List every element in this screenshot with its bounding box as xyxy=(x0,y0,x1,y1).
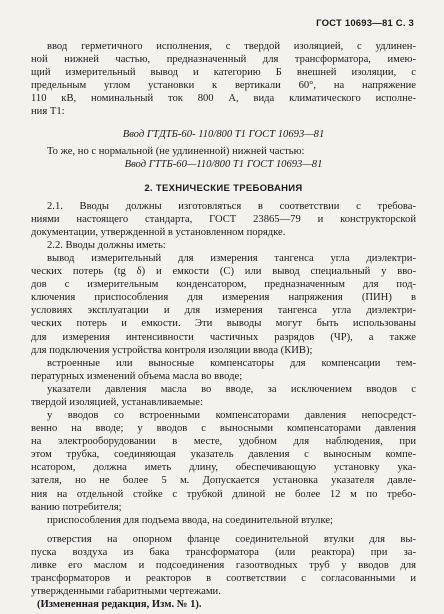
text-line: ключения приспособления для измерения напряжения (ПИН) в xyxy=(31,292,416,304)
list-item-indicator-mounting xyxy=(31,409,416,514)
text-line: утвержденными габаритными чертежами. xyxy=(31,586,221,598)
list-item-measuring-outlet xyxy=(31,252,416,357)
paragraph-2-1 xyxy=(31,200,416,239)
text-line: То же, но с нормальной (не удлиненной) нижней частью: xyxy=(47,146,305,157)
text-line: 2.2. Вводы должны иметь: xyxy=(47,240,166,251)
text-line: документации, утвержденной в установленном порядке. xyxy=(31,227,286,239)
text-line: пературных изменений объема масла во вводе; xyxy=(31,371,243,383)
text-line: ния Т1: xyxy=(31,106,65,118)
text-line: ввод герметичного исполнения, с твердой изоляцией, с удлинен- xyxy=(47,41,416,52)
text-line: у вводов со встроенными компенсаторами давления непосредст- xyxy=(47,410,416,421)
text-line: ливке его маслом и подсоединения газоотводных труб у вводов для xyxy=(31,560,416,572)
text-line: зателя, но не более 5 м. Допускается установка указателя давле- xyxy=(31,475,416,487)
text-line: отверстия на опорном фланце соединительной втулки для вы- xyxy=(47,534,416,545)
amendment-note: (Измененная редакция, Изм. № 1). xyxy=(37,599,202,610)
designation-example-2: Ввод ГТТБ-60—110/800 Т1 ГОСТ 10693—81 xyxy=(124,159,323,170)
intro-text xyxy=(31,40,416,119)
text-line: ческих потерь (tg δ) и емкости (С) или вывод специальный у вво- xyxy=(31,266,416,278)
text-line: ниями настоящего стандарта, ГОСТ 23865—79 и конструкторской xyxy=(31,214,416,226)
page-header: ГОСТ 10693—81 С. 3 xyxy=(316,18,414,29)
text-line: 110 кВ, номинальный ток 800 А, вида климатического исполне- xyxy=(31,93,416,105)
text-line: венно на вводе; у вводов с выносными компенсаторами давления xyxy=(31,423,416,435)
text-line: пуска воздуха из бака трансформатора (или реактора) при за- xyxy=(31,547,416,559)
text-line: твердой изоляцией, устанавливаемые: xyxy=(31,397,203,409)
text-line: этом трубка, соединяющая указатель давления с выносным компе- xyxy=(31,449,416,461)
same-note xyxy=(31,145,416,158)
list-item-air-vent-holes xyxy=(31,533,416,598)
text-line: щий измерительный вывод и категорию Б внешней изоляции, с xyxy=(31,67,416,79)
text-line: предельным углом установки к вертикали 60°, на напряжение xyxy=(31,80,416,92)
text-line: вывод измерительный для измерения тангенса угла диэлектри- xyxy=(47,253,416,264)
text-line: ванию потребителя; xyxy=(31,501,122,513)
text-line: указатели давления масла во вводе, за исключением вводов с xyxy=(47,384,416,395)
text-line: нсатором, должна иметь длину, обеспечивающую установку ука- xyxy=(31,462,416,474)
paragraph-2-2 xyxy=(31,239,416,252)
text-line: условиях эксплуатации и для измерения тангенса угла диэлектри- xyxy=(31,305,416,317)
text-line: ческих потерь и емкости. Эти выводы могут быть использованы xyxy=(31,318,416,330)
text-line: дов с измерительным конденсатором, предназначенным для под- xyxy=(31,279,416,291)
text-line: 2.1. Вводы должны изготовляться в соответствии с требова- xyxy=(47,201,416,212)
list-item-lifting-devices xyxy=(31,514,416,527)
text-line: встроенные или выносные компенсаторы для компенсации тем- xyxy=(47,358,416,369)
section-title: 2. ТЕХНИЧЕСКИЕ ТРЕБОВАНИЯ xyxy=(144,183,303,194)
designation-example-1: Ввод ГТДТБ-60- 110/800 Т1 ГОСТ 10693—81 xyxy=(122,129,325,140)
text-line: трансформаторов и реакторов в соответствии с согласованными и xyxy=(31,573,416,585)
intro-paragraph xyxy=(31,40,416,119)
text-line: для измерения интенсивности частичных разрядов (ЧР), а также xyxy=(31,331,416,343)
text-line: ния на отдельной стойке с трубкой длиной не более 12 м по требо- xyxy=(31,488,416,500)
list-item-compensators xyxy=(31,357,416,383)
text-line: ной нижней частью, предназначенный для трансформатора, имею- xyxy=(31,54,416,66)
text-line: для подключения устройства контроля изоляции ввода (КИВ); xyxy=(31,344,313,356)
text-line: приспособления для подъема ввода, на соединительной втулке; xyxy=(47,515,333,526)
text-line: на электрооборудовании в месте, удобном для наблюдения, при xyxy=(31,436,416,448)
list-item-pressure-indicators xyxy=(31,383,416,409)
